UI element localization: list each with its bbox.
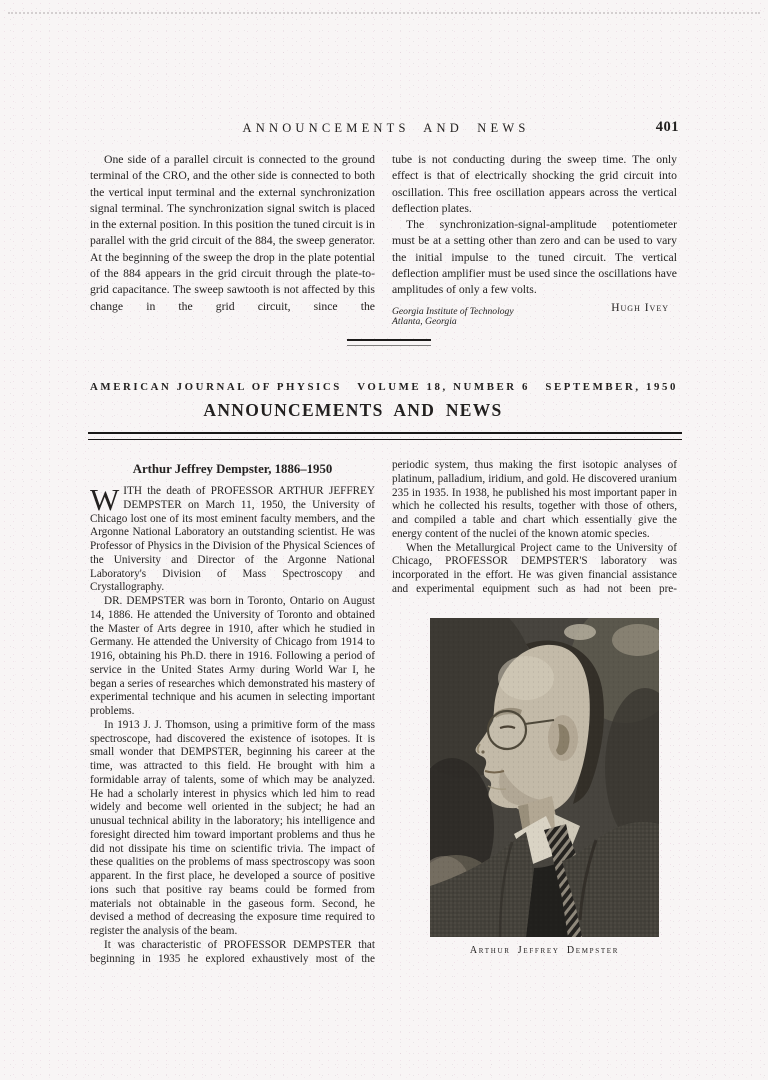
journal-name: AMERICAN JOURNAL OF PHYSICS <box>90 381 342 393</box>
section-divider-rule <box>347 339 431 346</box>
author-signature: Hugh Ivey <box>611 301 669 314</box>
running-header: ANNOUNCEMENTS AND NEWS <box>242 121 530 135</box>
paragraph: tube is not conducting during the sweep time. The only effect is that of electrically shocking the grid circuit into oscillation. This free oscillation appears across the vertical deflection plates. <box>392 153 677 215</box>
paragraph: The synchronization-signal-amplitude potentiometer must be at a setting other than zero and can be used to vary the initial impulse to the tuned circuit. The vertical deflection amplifier must be used since the oscillations have amplitudes of only a few volts. <box>392 218 677 297</box>
section-title: ANNOUNCEMENTS AND NEWS <box>203 400 503 420</box>
paragraph: In 1913 J. J. Thomson, using a primitive form of the mass spectroscope, had discovered the existence of isotopes. It is small wonder that DEMPSTER, beginning his career at the time, was attracted to this field. He brought with him a formidable array of talents, some of which may be analyzed. He had a scholarly interest in physics which led him to read widely and become well oriented in the subject; he had an unusual technical ability in the laboratory; his intelligence and foresight directed him toward important problems and thus he did not dissipate his time on scientific trivia. The impact of these qualities on the problems of mass spectroscopy was soon apparent. In the first place, he developed a source of positive ions such that positive ray beams could be formed from materials not obtainable in the gaseous form. Second, he devised a method of decreasing the exposure time required to register the analysis of the beam. <box>90 718 375 937</box>
paragraph: It was characteristic of PROFESSOR DEMPSTER that beginning in 1935 he explored exhaustively most of the <box>90 938 375 965</box>
article-left-column <box>90 459 375 966</box>
paragraph: When the Metallurgical Project came to the University of Chicago, PROFESSOR DEMPSTER'S laboratory was incorporated in the effort. He was given financial assistance and experimental equipment such as had not been pre- <box>392 541 677 595</box>
article-right-column <box>392 459 677 966</box>
issue-date: SEPTEMBER, 1950 <box>545 381 678 393</box>
paragraph: DR. DEMPSTER was born in Toronto, Ontario on August 14, 1886. He attended the University of Toronto and obtained the Master of Arts degree in 1910, after which he studied in Germany. He attended the University of Chicago from 1914 to 1916, obtaining his Ph.D. there in 1916. Following a period of service in the United States Army during World War I, he began a series of researches which demonstrated his mastery of experimental technique and his acumen in selecting important problems. <box>90 595 375 717</box>
paragraph: periodic system, thus making the first isotopic analyses of platinum, palladium, iridium, and gold. He discovered uranium 235 in 1935. In 1938, he published his most important paper in which he collected his results, together with those of others, and compiled a table and chart which essentially give the energy content of the nuclei of the known atomic species. <box>392 459 677 540</box>
affiliation-line: Georgia Institute of Technology <box>392 305 514 317</box>
page-number: 401 <box>655 119 679 135</box>
article-two-column-block <box>90 459 677 966</box>
top-two-column-block <box>90 152 677 328</box>
title-double-rule <box>88 432 682 440</box>
volume-issue: VOLUME 18, NUMBER 6 <box>357 381 530 393</box>
photo-caption: Arthur Jeffrey Dempster <box>469 944 620 956</box>
portrait-figure <box>430 618 659 958</box>
top-left-column <box>90 152 375 328</box>
journal-masthead <box>90 381 678 393</box>
paragraph-text: ITH the death of PROFESSOR ARTHUR JEFFREY DEMPSTER on March 11, 1950, the University of Chicago lost one of its most eminent faculty members, and the Argonne National Laboratory an outstanding scientist. He was Professor of Physics in the Division of the Physical Sciences of the University and Director of the Argonne National Laboratory's Division of Mass Spectroscopy and Crystallography. <box>90 485 375 594</box>
obituary-title: Arthur Jeffrey Dempster, 1886–1950 <box>132 462 333 476</box>
scan-edge-dots <box>8 12 760 14</box>
paragraph <box>90 482 375 595</box>
portrait-photo <box>430 618 659 937</box>
affiliation-line: Atlanta, Georgia <box>392 316 457 328</box>
top-right-column <box>392 152 677 328</box>
drop-cap: W <box>90 482 120 517</box>
paragraph: One side of a parallel circuit is connected to the ground terminal of the CRO, and the other side is connected to both the vertical input terminal and the external synchronization signal terminal. The synchronization signal switch is placed in the external position. In this position the tuned circuit is in parallel with the grid circuit of the 884, the sweep generator. At the beginning of the sweep the drop in the plate potential of the 884 appears in the grid circuit through the plate-to-grid capacitance. The sweep sawtooth is not affected by this change in the grid circuit, since the <box>90 153 376 313</box>
